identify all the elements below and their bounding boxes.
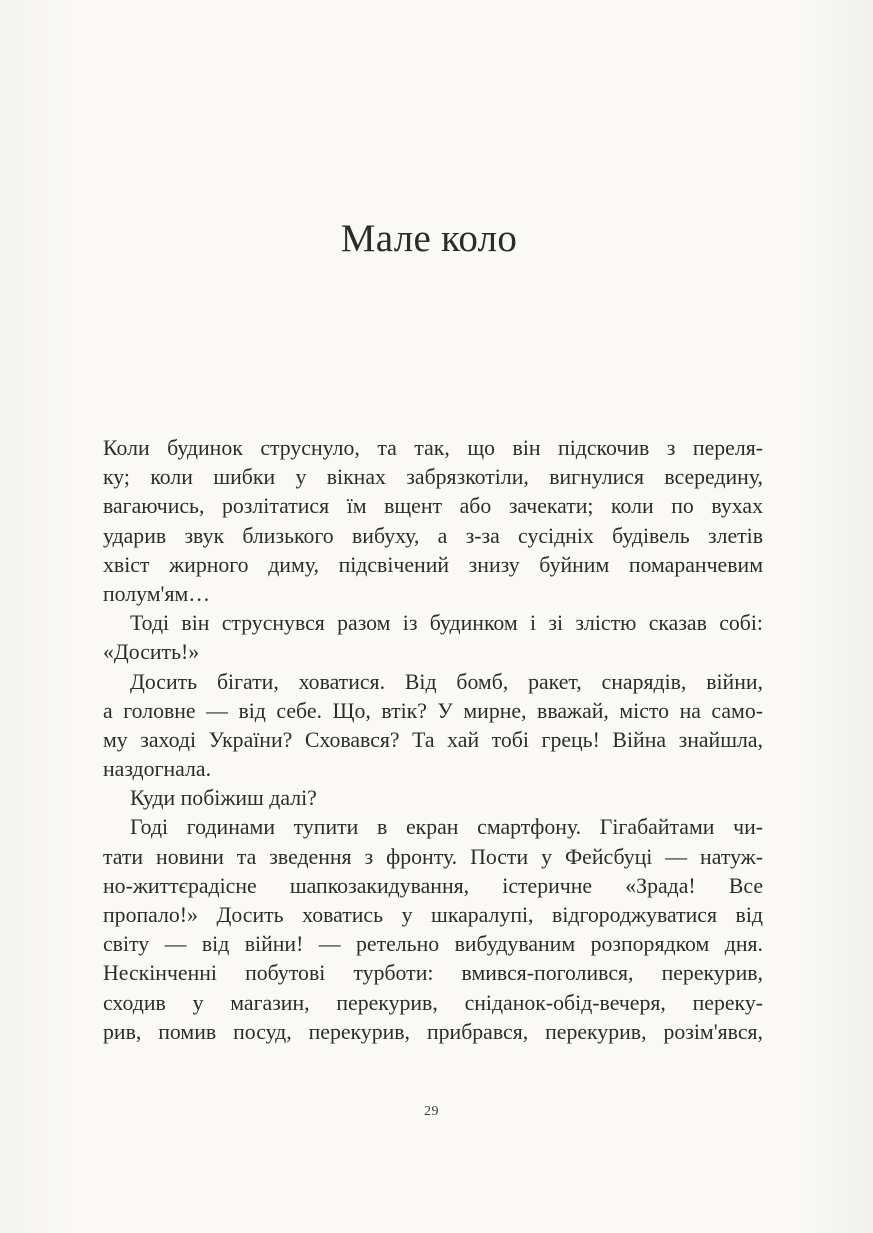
text-line: полум'ям… [103,581,211,606]
text-line: Годі годинами тупити в екран смартфону. Гігабайтами чи- [130,815,763,840]
text-line: Досить бігати, ховатися. Від бомб, ракет, снарядів, війни, [130,669,763,694]
text-line: сходив у магазин, перекурив, сніданок-обід-вечеря, переку- [103,990,763,1015]
text-line: Нескінченні побутові турботи: вмився-поголився, перекурив, [103,961,763,986]
page-number: 29 [424,1104,439,1119]
text-line: світу — від війни! — ретельно вибудуваним розпорядком дня. [103,932,763,957]
text-line: вагаючись, розлітатися їм вщент або зачекати; коли по вухах [103,494,763,519]
text-line: пропало!» Досить ховатись у шкаралупі, відгороджуватися від [103,903,763,927]
text-line: но-життєрадісне шапкозакидування, істеричне «Зрада! Все [103,873,763,898]
text-line: Тоді він струснувся разом із будинком і зі злістю сказав собі: [130,611,763,636]
text-line: наздогнала. [103,757,212,782]
text-line: Коли будинок струснуло, та так, що він підскочив з переля- [103,436,763,460]
text-line: а головне — від себе. Що, втік? У мирне, вважай, місто на само- [103,698,763,723]
text-line: «Досить!» [103,640,200,665]
text-line: тати новини та зведення з фронту. Пости у Фейсбуці — натуж- [103,844,763,869]
text-line: Куди побіжиш далі? [130,786,317,811]
chapter-title: Мале коло [340,217,518,260]
text-line: рив, помив посуд, перекурив, прибрався, перекурив, розім'явся, [103,1019,763,1044]
text-line: ку; коли шибки у вікнах забрязкотіли, вигнулися всередину, [103,465,763,490]
body-text [103,434,763,1047]
text-line: ударив звук близького вибуху, а з-за сусідніх будівель злетів [103,523,763,548]
text-line: хвіст жирного диму, підсвічений знизу буйним помаранчевим [103,552,763,577]
text-line: му заході України? Сховався? Та хай тобі грець! Війна знайшла, [103,727,763,752]
